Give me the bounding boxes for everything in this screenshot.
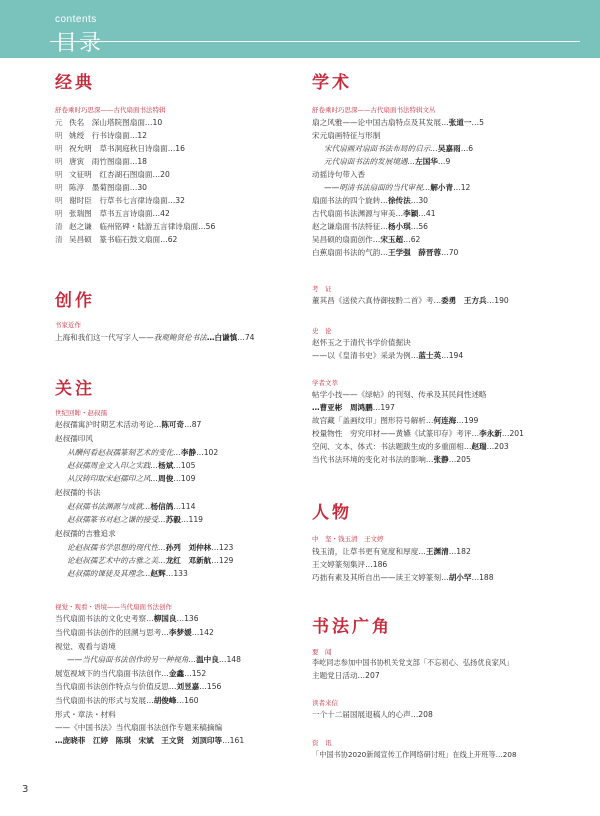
toc-group: 宋元扇画特征与形制 — [312, 131, 381, 140]
section-title-renwu: 人物 — [312, 503, 352, 523]
section-subtitle: 资 讯 — [312, 739, 332, 747]
toc-entry[interactable]: 钱玉清，让草书更有宽度和厚度…王渊清…182 — [312, 547, 471, 556]
toc-entry[interactable]: ——当代扇面书法创作的另一种视角…温中良…148 — [67, 655, 241, 664]
section-subtitle: 世纪回眸・赵叔孺 — [55, 409, 107, 417]
toc-entry[interactable]: 赵之谦扇面书法特征…杨小琪…56 — [312, 222, 428, 231]
toc-entry[interactable]: 清 吴昌硕 篆书临石鼓文扇面…62 — [55, 235, 178, 244]
toc-entry[interactable]: 故宫藏「盖画纹印」图形符号解析…何连海…199 — [312, 416, 479, 425]
section-subtitle: 视觉・观看・语境——当代扇面书法创作 — [55, 603, 172, 611]
toc-group: 形式・章法・材料 — [55, 710, 116, 719]
toc-entry[interactable]: ——以《皇清书史》采录为例…蓝士英…194 — [312, 351, 464, 360]
toc-group: 赵叔孺印风 — [55, 434, 93, 443]
toc-entry[interactable]: 明 文征明 红杏湖石图扇面…20 — [55, 170, 170, 179]
contents-title: 目录 — [55, 31, 104, 56]
section-subtitle: 考 证 — [312, 285, 332, 293]
toc-entry[interactable]: 赵叔孺书法渊源与成就…杨信鸽…114 — [67, 502, 196, 511]
toc-entry[interactable]: 空间、文本、体式：书法题跋生成的多重面相…赵瑞…203 — [312, 442, 509, 451]
section-subtitle: 中 坚・钱玉清 王文婷 — [312, 535, 384, 543]
toc-entry[interactable]: 李屹同志参加中国书协机关党支部「不忘初心、弘扬优良家风」 — [312, 658, 514, 667]
toc-entry[interactable]: 「中国书协2020新闻宣传工作网络研讨班」在线上开班等…208 — [312, 750, 517, 759]
toc-entry[interactable]: …庞晓菲 江婷 陈琪 宋斌 王文贤 刘顶印等…161 — [55, 736, 245, 745]
toc-entry[interactable]: 当代扇面书法创作的回溯与思考…李梦媛…142 — [55, 628, 214, 637]
section-subtitle: 史 论 — [312, 327, 332, 335]
toc-entry[interactable]: 宋代扇画对扇面书法布局的启示…吴嘉雨…6 — [324, 144, 474, 153]
toc-entry[interactable]: ——明清书法扇面的当代审视…解小青…12 — [324, 183, 471, 192]
toc-entry[interactable]: 论赵叔孺艺术中的古雅之美…龙红 邓新航…129 — [67, 556, 234, 565]
toc-group: 赵怀玉之于清代书学价值掘诀 — [312, 338, 411, 347]
toc-entry[interactable]: 扇面书法的四个旋转…徐传法…30 — [312, 196, 428, 205]
toc-entry[interactable]: ——《中国书法》当代扇面书法创作专题来稿摘编 — [55, 723, 223, 732]
toc-entry[interactable]: 上海和我们这一代写字人——我观鲍贤伦书法…白谦慎…74 — [55, 333, 255, 342]
toc-entry[interactable]: 王文婷篆刻集评…186 — [312, 560, 388, 569]
section-subtitle: 要 闻 — [312, 648, 332, 656]
section-title-jingdian: 经典 — [55, 73, 95, 93]
toc-entry[interactable]: 当代扇面书法的形式与发展…胡俊峰…160 — [55, 696, 199, 705]
toc-entry[interactable]: 明 祝允明 草书洞庭秋日诗扇面…16 — [55, 144, 185, 153]
toc-entry[interactable]: 赵叔孺周金文入印之实践…杨斌…105 — [67, 461, 196, 470]
toc-entry[interactable]: 清 赵之谦 临州铭碑・陆游五言律诗扇面…56 — [55, 222, 216, 231]
section-title-xueshu: 学术 — [312, 73, 352, 93]
toc-entry[interactable]: 从汉铸印取宋赵孺印之风…周俊…109 — [67, 474, 196, 483]
toc-entry[interactable]: 展览视域下的当代扇面书法创作…金鑫…152 — [55, 669, 207, 678]
toc-entry[interactable]: 明 唐寅 雨竹图扇面…18 — [55, 157, 148, 166]
toc-group: 赵叔孺的书法 — [55, 488, 101, 497]
toc-entry[interactable]: 校量物性 穷究印材——黄嬿《试篆印存》考评…李永新…201 — [312, 429, 524, 438]
toc-entry[interactable]: 明 谢时臣 行草书七言律诗扇面…32 — [55, 196, 185, 205]
header-rule — [50, 41, 580, 42]
toc-entry[interactable]: 主题党日活动…207 — [312, 671, 380, 680]
section-subtitle: 书家近作 — [55, 321, 81, 329]
section-subtitle: 舒卷乘时巧思深——古代扇面书法特辑 — [55, 106, 166, 114]
section-title-chuangzuo: 创作 — [55, 291, 95, 311]
section-title-guanzhu: 关注 — [55, 379, 95, 399]
section-subtitle: 舒卷乘时巧思深——古代扇面书法特辑文丛 — [312, 106, 436, 114]
page-number: 3 — [22, 784, 29, 795]
toc-group: 视觉、观看与语境 — [55, 642, 116, 651]
toc-entry[interactable]: 当代扇面书法创作特点与价值反思…刘昱嘉…156 — [55, 682, 222, 691]
toc-entry[interactable]: 董其昌《送侯六真侍御按黔二首》考…委勇 王方兵…190 — [312, 296, 509, 305]
section-subtitle: 读者来信 — [312, 699, 338, 707]
toc-entry[interactable]: 从酬何看赵叔孺篆刻艺术的变化…李静…102 — [67, 448, 219, 457]
contents-label-en: contents — [55, 14, 97, 25]
toc-entry[interactable]: 当代扇面书法的文化史考察…柳国良…136 — [55, 614, 199, 623]
toc-entry[interactable]: 明 陈淳 墨菊图扇面…30 — [55, 183, 148, 192]
toc-entry[interactable]: 明 姚绶 行书诗扇面…12 — [55, 131, 148, 140]
toc-entry[interactable]: 当代书法环境的变化对书法的影响…张静…205 — [312, 455, 471, 464]
toc-entry[interactable]: 巧拙有素及其所自出——读王文婷篆刻…胡小罕…188 — [312, 573, 494, 582]
toc-entry[interactable]: 元代扇面书法的发展境遇…左国华…9 — [324, 157, 451, 166]
toc-entry[interactable]: 帖学小技——《绿帖》的刊刻、传承及其民间性述略 — [312, 390, 487, 399]
toc-entry[interactable]: 赵叔孺寓沪时期艺术活动考论…陈可奇…87 — [55, 420, 202, 429]
toc-entry[interactable]: 论赵叔孺书学思想的现代性…孙列 刘仲林…123 — [67, 543, 234, 552]
toc-entry[interactable]: 元 佚名 深山塔院图扇面…10 — [55, 118, 163, 127]
section-title-shufa-guangjiao: 书法广角 — [312, 617, 392, 637]
contents-header — [0, 0, 600, 58]
toc-entry[interactable]: 明 张瑞图 草书五言诗扇面…42 — [55, 209, 170, 218]
toc-group: 赵叔孺的吉雅追求 — [55, 529, 116, 538]
toc-entry[interactable]: 吴昌硕的扇面创作…宋玉超…62 — [312, 235, 421, 244]
toc-entry[interactable]: 白蕉扇面书法的气韵…王学强 薛晋蓉…70 — [312, 248, 459, 257]
toc-entry[interactable]: 古代扇面书法渊源与审美…李颖…41 — [312, 209, 436, 218]
toc-entry[interactable]: 扇之风雅——论中国古扇特点及其发展…张道一…5 — [312, 118, 484, 127]
toc-entry[interactable]: 一个十二届国展退稿人的心声…208 — [312, 710, 433, 719]
toc-entry[interactable]: 赵叔孺的课徒及其理念…赵辉…133 — [67, 569, 188, 578]
section-subtitle: 学者文萃 — [312, 379, 338, 387]
toc-group: 动摇诗句带入香 — [312, 170, 366, 179]
toc-entry[interactable]: 赵叔孺篆书对赵之谦的接受…苏毅…119 — [67, 515, 203, 524]
toc-entry[interactable]: …曹亚彬 周鸿鹏…197 — [312, 403, 395, 412]
